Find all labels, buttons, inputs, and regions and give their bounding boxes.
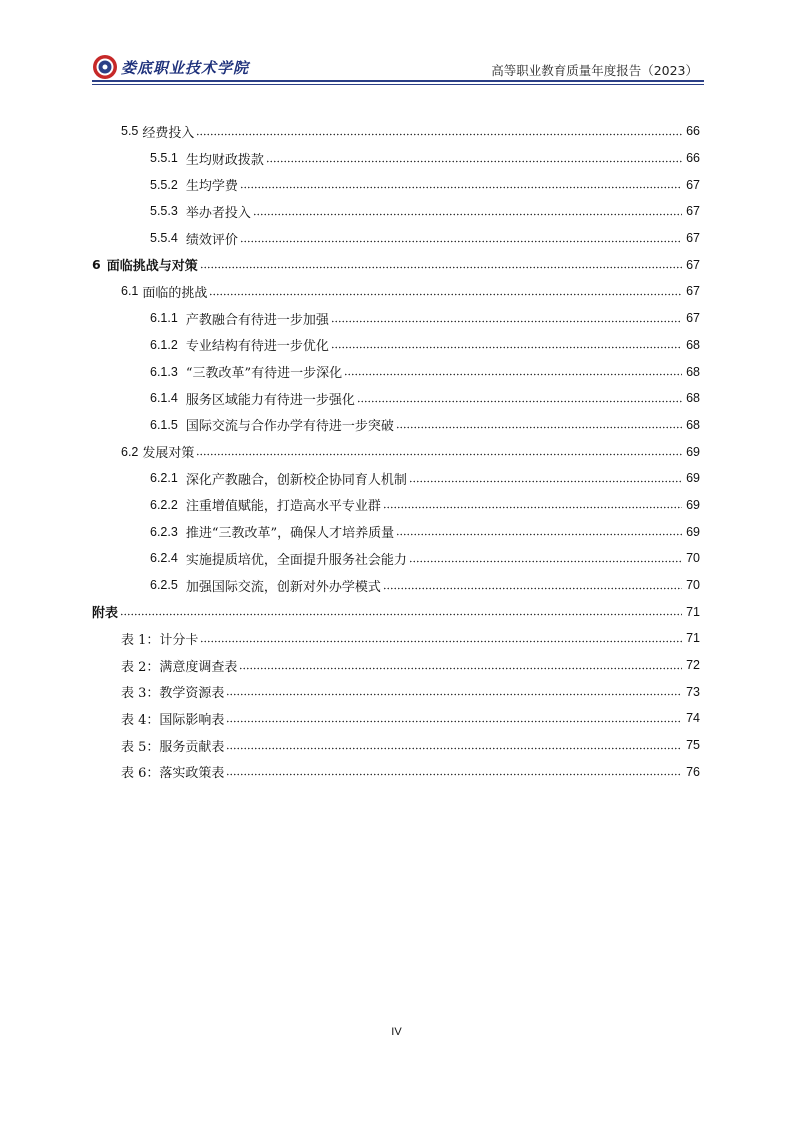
toc-entry[interactable] bbox=[92, 465, 700, 492]
toc-entry[interactable] bbox=[92, 598, 700, 625]
toc-entry-page: 71 bbox=[686, 631, 700, 646]
toc-dot-leader bbox=[240, 183, 682, 193]
toc-entry-number: 6.2 bbox=[121, 444, 139, 459]
toc-entry[interactable] bbox=[92, 358, 700, 385]
toc-entry-number: 6.2.1 bbox=[150, 471, 178, 486]
toc-entry-page: 68 bbox=[686, 391, 700, 406]
toc-entry-page: 70 bbox=[686, 551, 700, 566]
school-name: 娄底职业技术学院 bbox=[121, 58, 250, 77]
header-rule-thin bbox=[92, 84, 704, 85]
toc-entry-title: 加强国际交流，创新对外办学模式 bbox=[185, 579, 381, 595]
toc-entry-page: 67 bbox=[686, 257, 700, 272]
toc-entry-page: 67 bbox=[686, 177, 700, 192]
toc-entry-title: 面临挑战与对策 bbox=[106, 259, 198, 275]
toc-dot-leader bbox=[239, 663, 682, 673]
toc-entry-number: 6.1.3 bbox=[150, 364, 178, 379]
toc-entry[interactable] bbox=[92, 412, 700, 439]
toc-dot-leader bbox=[196, 450, 682, 460]
toc-entry[interactable] bbox=[92, 759, 700, 786]
toc-entry-number: 5.5.1 bbox=[150, 151, 178, 166]
toc-entry-number: 6.1.2 bbox=[150, 337, 178, 352]
table-of-contents bbox=[92, 118, 700, 785]
toc-dot-leader bbox=[331, 316, 682, 326]
toc-entry[interactable] bbox=[92, 545, 700, 572]
toc-entry-title: 生均财政拨款 bbox=[185, 152, 264, 168]
toc-entry-number: 6.1 bbox=[121, 284, 139, 299]
toc-dot-leader bbox=[209, 289, 682, 299]
toc-entry-title: 表 3：教学资源表 bbox=[121, 686, 225, 702]
toc-entry-title: 表 6：落实政策表 bbox=[121, 766, 225, 782]
toc-entry-title: 国际交流与合作办学有待进一步突破 bbox=[185, 419, 394, 435]
toc-entry-page: 73 bbox=[686, 684, 700, 699]
toc-entry-number: 6.2.2 bbox=[150, 497, 178, 512]
toc-dot-leader bbox=[409, 556, 682, 566]
toc-entry-number: 5.5 bbox=[121, 124, 139, 139]
toc-entry-number: 6.1.5 bbox=[150, 417, 178, 432]
toc-dot-leader bbox=[200, 263, 682, 273]
toc-entry-title: 经费投入 bbox=[142, 125, 195, 141]
toc-entry-number: 6.1.1 bbox=[150, 311, 178, 326]
toc-entry-page: 69 bbox=[686, 524, 700, 539]
toc-dot-leader bbox=[120, 610, 682, 620]
toc-entry-title: 绩效评价 bbox=[185, 232, 238, 248]
toc-entry-title: 实施提质培优，全面提升服务社会能力 bbox=[185, 552, 407, 568]
toc-dot-leader bbox=[226, 690, 682, 700]
toc-entry-number: 6.2.4 bbox=[150, 551, 178, 566]
toc-dot-leader bbox=[357, 396, 682, 406]
toc-entry[interactable] bbox=[92, 492, 700, 519]
toc-dot-leader bbox=[396, 530, 682, 540]
toc-entry[interactable] bbox=[92, 251, 700, 278]
page-number: IV bbox=[391, 1026, 402, 1038]
toc-entry[interactable] bbox=[92, 705, 700, 732]
toc-entry-page: 67 bbox=[686, 231, 700, 246]
toc-entry-title: 表 5：服务贡献表 bbox=[121, 739, 225, 755]
toc-entry-title: 深化产教融合，创新校企协同育人机制 bbox=[185, 472, 407, 488]
toc-dot-leader bbox=[200, 636, 682, 646]
toc-dot-leader bbox=[226, 716, 682, 726]
toc-entry[interactable] bbox=[92, 118, 700, 145]
toc-entry-page: 75 bbox=[686, 738, 700, 753]
toc-entry-title: 表 4：国际影响表 bbox=[121, 712, 225, 728]
toc-entry[interactable] bbox=[92, 198, 700, 225]
toc-dot-leader bbox=[253, 209, 682, 219]
toc-dot-leader bbox=[383, 503, 682, 513]
toc-dot-leader bbox=[240, 236, 682, 246]
toc-entry-number: 6.2.3 bbox=[150, 524, 178, 539]
toc-entry[interactable] bbox=[92, 652, 700, 679]
toc-entry-title: 专业结构有待进一步优化 bbox=[185, 339, 329, 355]
toc-entry-page: 70 bbox=[686, 578, 700, 593]
toc-entry-page: 72 bbox=[686, 658, 700, 673]
toc-dot-leader bbox=[196, 129, 682, 139]
toc-entry-title: 注重增值赋能，打造高水平专业群 bbox=[185, 499, 381, 515]
toc-entry-page: 69 bbox=[686, 471, 700, 486]
toc-entry-page: 69 bbox=[686, 497, 700, 512]
school-seal-icon bbox=[92, 54, 118, 80]
toc-entry-title: “三教改革”有待进一步深化 bbox=[185, 366, 343, 382]
toc-entry[interactable] bbox=[92, 385, 700, 412]
toc-entry-number: 5.5.3 bbox=[150, 204, 178, 219]
toc-entry-number: 6 bbox=[92, 257, 101, 273]
report-title: 高等职业教育质量年度报告（2023） bbox=[491, 63, 698, 78]
toc-entry-title: 面临的挑战 bbox=[142, 285, 208, 301]
toc-entry[interactable] bbox=[92, 171, 700, 198]
toc-entry-page: 68 bbox=[686, 364, 700, 379]
toc-entry-page: 67 bbox=[686, 284, 700, 299]
toc-entry[interactable] bbox=[92, 625, 700, 652]
toc-entry-page: 68 bbox=[686, 417, 700, 432]
toc-entry[interactable] bbox=[92, 278, 700, 305]
toc-entry-number: 6.1.4 bbox=[150, 391, 178, 406]
toc-entry-page: 67 bbox=[686, 204, 700, 219]
toc-entry[interactable] bbox=[92, 332, 700, 359]
toc-entry-page: 76 bbox=[686, 764, 700, 779]
toc-dot-leader bbox=[409, 476, 682, 486]
toc-dot-leader bbox=[383, 583, 682, 593]
toc-dot-leader bbox=[344, 370, 682, 380]
toc-entry-title: 推进“三教改革”，确保人才培养质量 bbox=[185, 526, 395, 542]
toc-entry-title: 产教融合有待进一步加强 bbox=[185, 312, 329, 328]
toc-entry-number: 6.2.5 bbox=[150, 578, 178, 593]
toc-entry-number: 5.5.4 bbox=[150, 231, 178, 246]
toc-entry-page: 69 bbox=[686, 444, 700, 459]
toc-entry[interactable] bbox=[92, 225, 700, 252]
toc-entry-title: 附表 bbox=[92, 606, 119, 622]
toc-entry[interactable] bbox=[92, 678, 700, 705]
toc-entry-title: 表 2：满意度调查表 bbox=[121, 659, 238, 675]
toc-entry-page: 66 bbox=[686, 124, 700, 139]
toc-entry-page: 66 bbox=[686, 151, 700, 166]
toc-entry-page: 74 bbox=[686, 711, 700, 726]
toc-entry-title: 生均学费 bbox=[185, 179, 238, 195]
toc-entry-page: 67 bbox=[686, 311, 700, 326]
school-logo bbox=[92, 54, 249, 80]
toc-dot-leader bbox=[226, 770, 682, 780]
toc-dot-leader bbox=[226, 743, 682, 753]
toc-entry[interactable] bbox=[92, 305, 700, 332]
toc-entry-number: 5.5.2 bbox=[150, 177, 178, 192]
toc-dot-leader bbox=[396, 423, 682, 433]
toc-entry-title: 发展对策 bbox=[142, 446, 195, 462]
toc-entry[interactable] bbox=[92, 438, 700, 465]
toc-entry-title: 服务区域能力有待进一步强化 bbox=[185, 392, 355, 408]
toc-dot-leader bbox=[331, 343, 682, 353]
toc-entry-page: 71 bbox=[686, 604, 700, 619]
header-rule bbox=[92, 80, 704, 82]
toc-entry-title: 表 1：计分卡 bbox=[121, 632, 199, 648]
toc-entry-page: 68 bbox=[686, 337, 700, 352]
toc-entry[interactable] bbox=[92, 518, 700, 545]
toc-dot-leader bbox=[266, 156, 682, 166]
toc-entry-title: 举办者投入 bbox=[185, 205, 251, 221]
toc-entry[interactable] bbox=[92, 732, 700, 759]
toc-entry[interactable] bbox=[92, 145, 700, 172]
toc-entry[interactable] bbox=[92, 572, 700, 599]
